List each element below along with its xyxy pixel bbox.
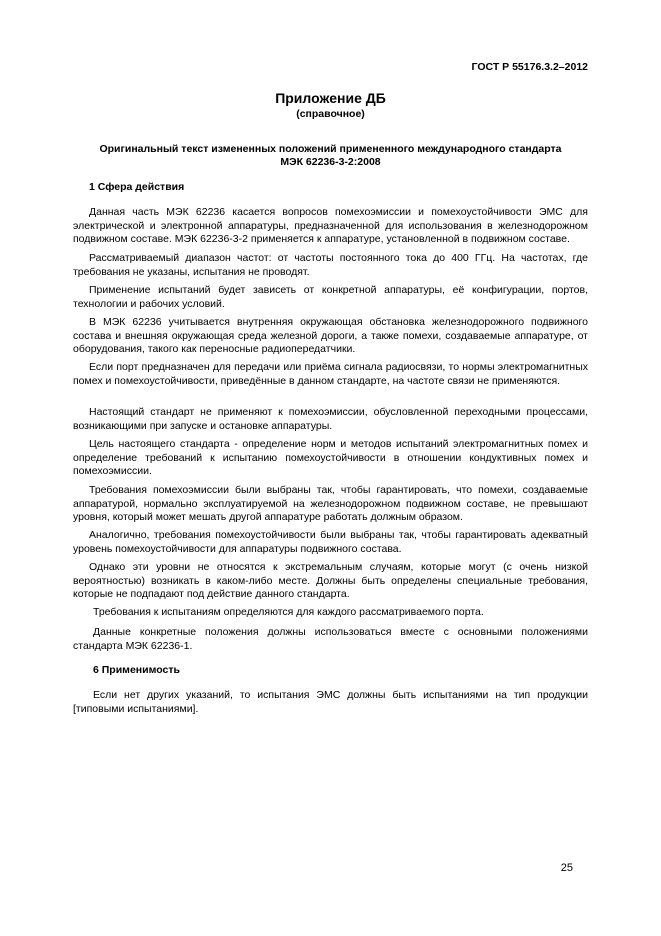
appendix-heading-line1: Оригинальный текст измененных положений примененного международного стандарта [99, 143, 562, 155]
paragraph: Аналогично, требования помехоустойчивости были выбраны так, чтобы гарантировать адекватный уровень помехоустойчивости для аппаратуры подвижного состава. [73, 529, 588, 555]
section-1-title: 1 Сфера действия [89, 181, 185, 193]
paragraph: Если порт предназначен для передачи или приёма сигнала радиосвязи, то нормы электромагнитных помех и помехоустойчивости, приведённые в данном стандарте, на частоте связи не применяются. [73, 361, 588, 387]
paragraph: Рассматриваемый диапазон частот: от частоты постоянного тока до 400 ГГц. На частотах, где требования не указаны, испытания не проводят. [73, 252, 588, 278]
appendix-heading-line2: МЭК 62236-3-2:2008 [280, 156, 381, 168]
document-code: ГОСТ Р 55176.3.2–2012 [471, 61, 588, 73]
paragraph: Данные конкретные положения должны использоваться вместе с основными положениями стандарта МЭК 62236-1. [73, 626, 588, 652]
paragraph: Цель настоящего стандарта - определение норм и методов испытаний электромагнитных помех и определение требований к испытанию помехоустойчивости в отношении кондуктивных помех и помехоэмиссии. [73, 438, 588, 478]
page-number: 25 [560, 862, 573, 874]
paragraph: Настоящий стандарт не применяют к помехоэмиссии, обусловленной переходными процессами, возникающими при запуске и остановке аппаратуры. [73, 406, 588, 432]
paragraph: Однако эти уровни не относятся к экстремальным случаям, которые могут (с очень низкой вероятностью) возникать в каком-либо месте. Должны быть определены специальные требования, которые не подпадают под действие данного стандарта. [73, 561, 588, 601]
appendix-heading [60, 143, 601, 169]
paragraph: В МЭК 62236 учитывается внутренняя окружающая обстановка железнодорожного подвижного состава и внешняя окружающая среда железной дороги, а также помехи, создаваемые аппаратуре, от оборудования, такого как переносные радиопередатчики. [73, 316, 588, 356]
paragraph: Данная часть МЭК 62236 касается вопросов помехоэмиссии и помехоустойчивости ЭМС для электрической и электронной аппаратуры, предназначенной для использования в железнодорожном подвижном составе. МЭК 62236-3-2 применяется к аппаратуре, установленной в подвижном составе. [73, 206, 588, 246]
paragraph: Применение испытаний будет зависеть от конкретной аппаратуры, её конфигурации, портов, технологии и рабочих условий. [73, 284, 588, 310]
paragraph: Требования к испытаниям определяются для каждого рассматриваемого порта. [93, 606, 484, 618]
section-6-title: 6 Применимость [93, 664, 180, 676]
paragraph: Если нет других указаний, то испытания ЭМС должны быть испытаниями на тип продукции [типовыми испытаниями]. [73, 689, 588, 715]
appendix-title: Приложение ДБ [275, 90, 386, 106]
paragraph: Требования помехоэмиссии были выбраны так, чтобы гарантировать, что помехи, создаваемые аппаратурой, нормально эксплуатируемой на железнодорожном подвижном составе, не превышают уровня, который может мешать другой аппаратуре работать должным образом. [73, 484, 588, 524]
appendix-subtitle: (справочное) [296, 108, 365, 120]
